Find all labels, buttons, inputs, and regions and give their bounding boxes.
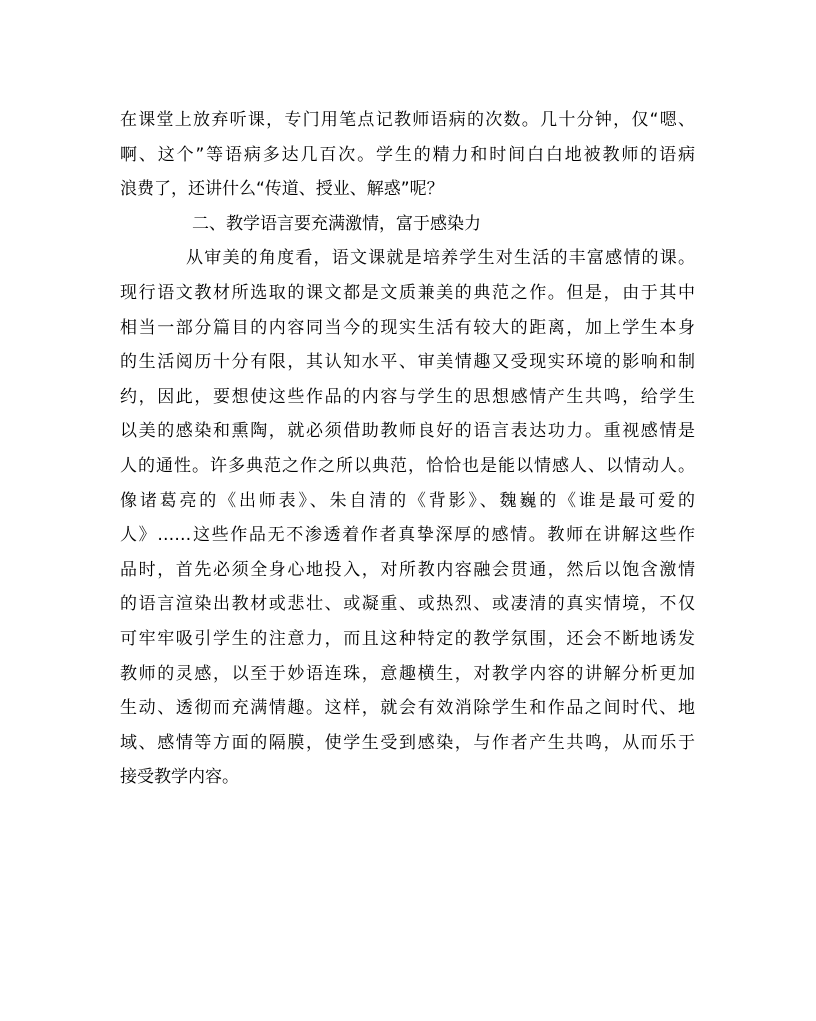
paragraph-line: 人的通性。许多典范之作之所以典范，恰恰也是能以情感人、以情动人。 [120, 455, 695, 476]
paragraph-line: 从审美的角度看，语文课就是培养学生对生活的丰富感情的课。 [186, 248, 695, 269]
paragraph-line: 可牢牢吸引学生的注意力，而且这种特定的教学氛围，还会不断地诱发 [120, 628, 695, 649]
paragraph-line: 生动、透彻而充满情趣。这样，就会有效消除学生和作品之间时代、地 [120, 698, 695, 719]
paragraph-line: 品时，首先必须全身心地投入，对所教内容融会贯通，然后以饱含激情 [120, 559, 695, 580]
paragraph-line: 啊、这个”等语病多达几百次。学生的精力和时间白白地被教师的语病 [120, 144, 695, 165]
paragraph-line: 在课堂上放弃听课，专门用笔点记教师语病的次数。几十分钟，仅“嗯、 [120, 110, 695, 130]
paragraph-line: 域、感情等方面的隔膜，使学生受到感染，与作者产生共鸣，从而乐于 [120, 732, 695, 753]
paragraph-line: 的语言渲染出教材或悲壮、或凝重、或热烈、或凄清的真实情境，不仅 [120, 594, 695, 615]
section-heading: 二、教学语言要充满激情，富于感染力 [192, 213, 481, 234]
paragraph-line: 约，因此，要想使这些作品的内容与学生的思想感情产生共鸣，给学生 [120, 386, 695, 407]
paragraph-line: 人》……这些作品无不渗透着作者真挚深厚的感情。教师在讲解这些作 [120, 525, 695, 546]
paragraph-line: 教师的灵感，以至于妙语连珠，意趣横生，对教学内容的讲解分析更加 [120, 663, 695, 684]
document-body [120, 103, 695, 795]
paragraph-line: 以美的感染和熏陶，就必须借助教师良好的语言表达功力。重视感情是 [120, 421, 695, 442]
paragraph-line: 像诸葛亮的《出师表》、朱自清的《背影》、魏巍的《谁是最可爱的 [120, 490, 695, 511]
paragraph-line: 的生活阅历十分有限，其认知水平、审美情趣又受现实环境的影响和制 [120, 352, 695, 373]
paragraph-line: 相当一部分篇目的内容同当今的现实生活有较大的距离，加上学生本身 [120, 317, 695, 338]
paragraph-line: 接受教学内容。 [120, 767, 239, 788]
paragraph-line: 浪费了，还讲什么“传道、授业、解惑”呢？ [120, 179, 444, 200]
paragraph-line: 现行语文教材所选取的课文都是文质兼美的典范之作。但是，由于其中 [120, 282, 695, 303]
